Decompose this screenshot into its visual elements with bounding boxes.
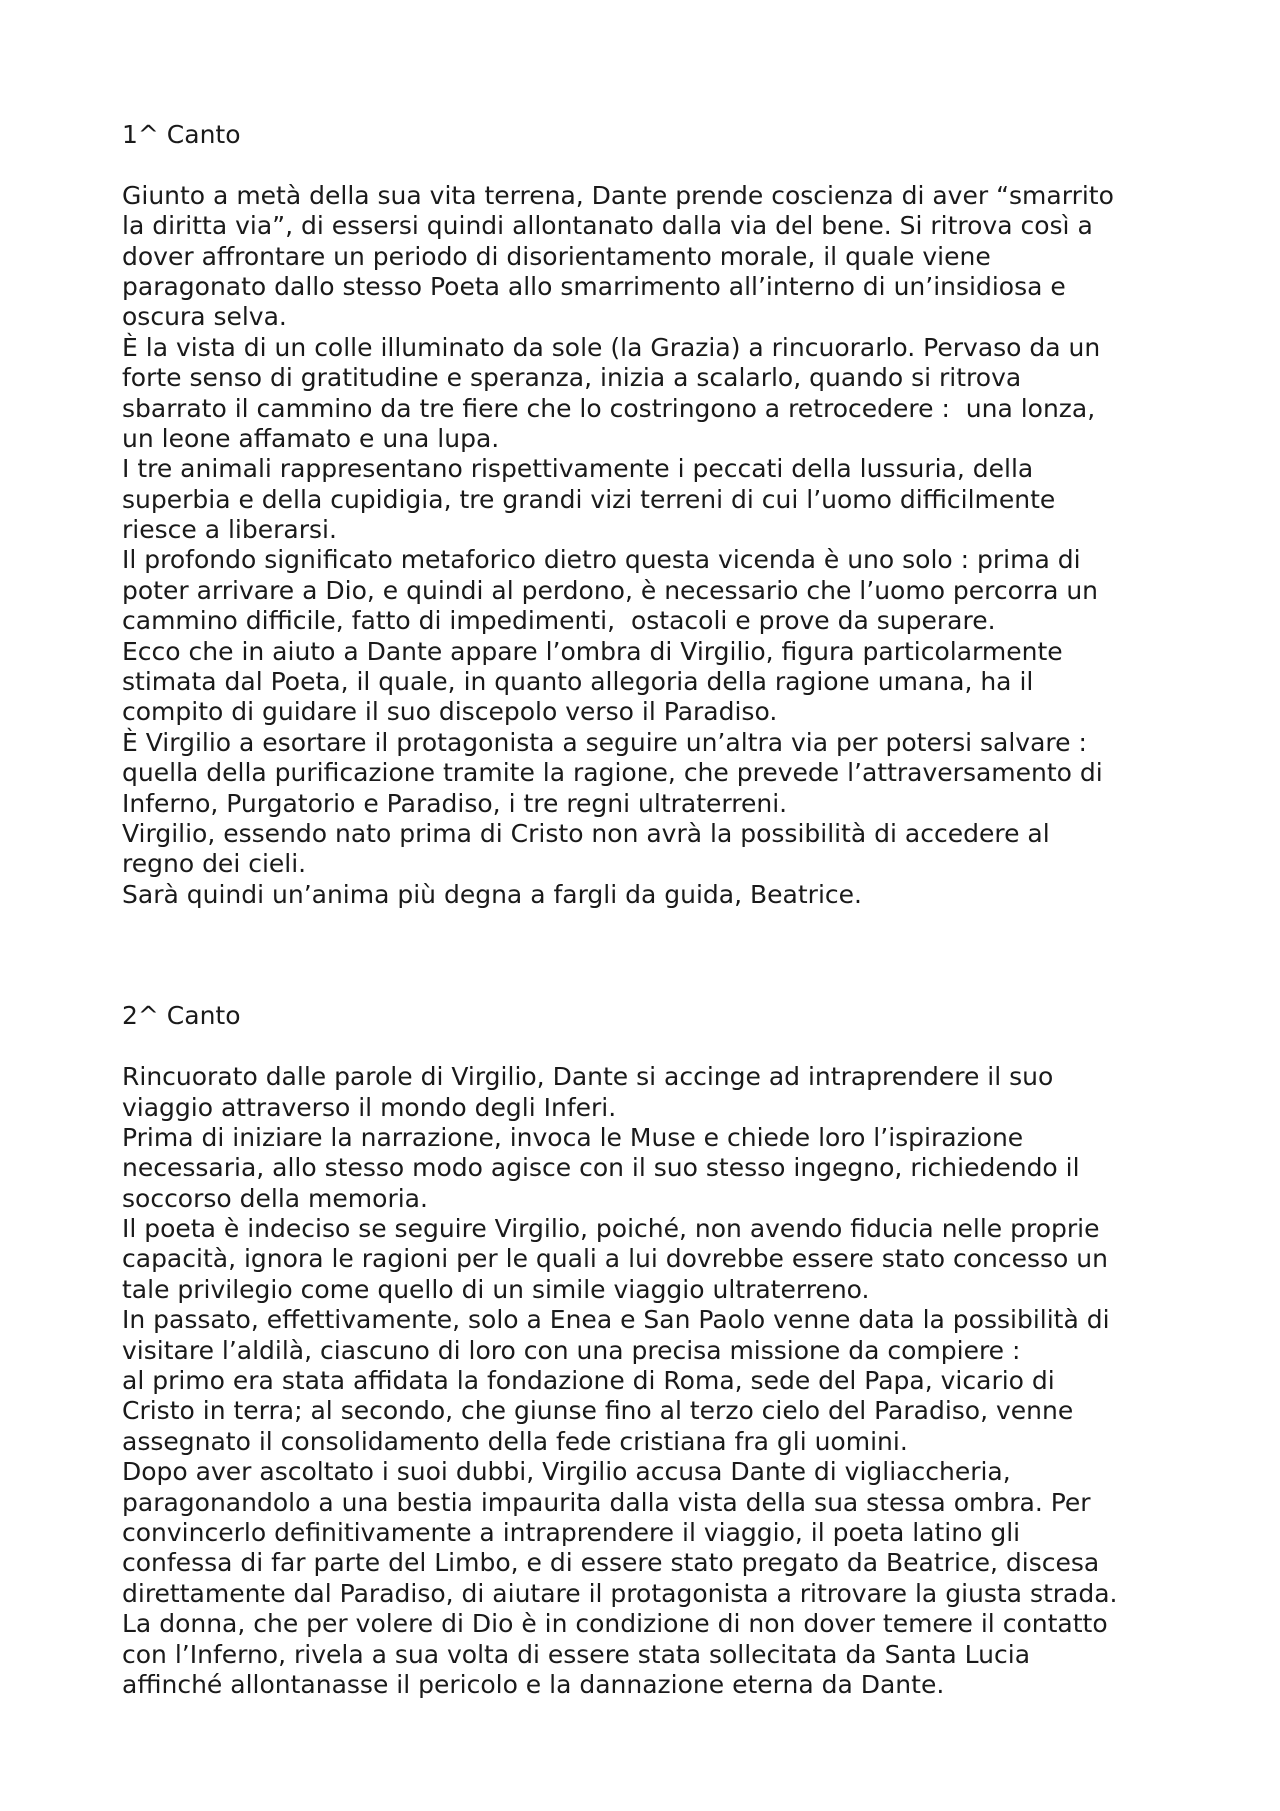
text-line: assegnato il consolidamento della fede cristiana fra gli uomini.	[122, 1426, 908, 1456]
text-line: La donna, che per volere di Dio è in condizione di non dover temere il contatto	[122, 1609, 1108, 1639]
text-line: quella della purificazione tramite la ragione, che prevede l’attraversamento di	[122, 758, 1103, 788]
paragraph	[122, 1123, 1172, 1214]
text-line: Il profondo significato metaforico dietro questa vicenda è uno solo : prima di	[122, 545, 1081, 575]
text-line: forte senso di gratitudine e speranza, inizia a scalarlo, quando si ritrova	[122, 363, 1022, 393]
text-line: oscura selva.	[122, 302, 287, 332]
text-line: confessa di far parte del Limbo, e di essere stato pregato da Beatrice, discesa	[122, 1548, 1100, 1578]
text-line: Dopo aver ascoltato i suoi dubbi, Virgilio accusa Dante di vigliaccheria,	[122, 1457, 1011, 1487]
text-line: convincerlo definitivamente a intraprendere il viaggio, il poeta latino gli	[122, 1517, 1021, 1547]
text-line: visitare l’aldilà, ciascuno di loro con una precisa missione da compiere :	[122, 1335, 1021, 1365]
section-title: 1^ Canto	[122, 120, 241, 149]
paragraph	[122, 819, 1172, 880]
paragraph	[122, 880, 1172, 910]
text-line: viaggio attraverso il mondo degli Inferi.	[122, 1092, 617, 1122]
text-line: paragonandolo a una bestia impaurita dalla vista della sua stessa ombra. Per	[122, 1487, 1091, 1517]
text-line: un leone affamato e una lupa.	[122, 423, 500, 453]
text-line: In passato, effettivamente, solo a Enea e San Paolo venne data la possibilità di	[122, 1305, 1110, 1335]
paragraph	[122, 1062, 1172, 1123]
paragraph	[122, 454, 1172, 545]
text-line: superbia e della cupidigia, tre grandi vizi terreni di cui l’uomo difficilmente	[122, 484, 1056, 514]
text-line: stimata dal Poeta, il quale, in quanto allegoria della ragione umana, ha il	[122, 667, 1034, 697]
text-line: necessaria, allo stesso modo agisce con il suo stesso ingegno, richiedendo il	[122, 1153, 1080, 1183]
text-line: È Virgilio a esortare il protagonista a seguire un’altra via per potersi salvare :	[122, 727, 1087, 757]
text-line: affinché allontanasse il pericolo e la dannazione eterna da Dante.	[122, 1669, 945, 1699]
text-line: Virgilio, essendo nato prima di Cristo non avrà la possibilità di accedere al	[122, 818, 1050, 848]
text-line: riesce a liberarsi.	[122, 515, 337, 545]
text-line: paragonato dallo stesso Poeta allo smarrimento all’interno di un’insidiosa e	[122, 271, 1066, 301]
text-line: I tre animali rappresentano rispettivamente i peccati della lussuria, della	[122, 454, 1034, 484]
title-spacer	[122, 1032, 1172, 1062]
text-line: compito di guidare il suo discepolo verso il Paradiso.	[122, 697, 778, 727]
text-line: la diritta via”, di essersi quindi allontanato dalla via del bene. Si ritrova così a	[122, 211, 1093, 241]
text-line: direttamente dal Paradiso, di aiutare il protagonista a ritrovare la giusta strada.	[122, 1578, 1118, 1608]
paragraph	[122, 1457, 1172, 1609]
title-spacer	[122, 150, 1172, 180]
paragraph	[122, 181, 1172, 333]
section-title: 2^ Canto	[122, 1001, 241, 1031]
text-line: Rincuorato dalle parole di Virgilio, Dante si accinge ad intraprendere il suo	[122, 1062, 1054, 1092]
text-line: poter arrivare a Dio, e quindi al perdono, è necessario che l’uomo percorra un	[122, 575, 1099, 605]
text-line: dover affrontare un periodo di disorientamento morale, il quale viene	[122, 241, 991, 271]
text-line: Sarà quindi un’anima più degna a fargli da guida, Beatrice.	[122, 879, 862, 909]
document-body	[122, 120, 1172, 1700]
paragraph	[122, 728, 1172, 819]
section-spacer	[122, 910, 1172, 1001]
text-line: È la vista di un colle illuminato da sole (la Grazia) a rincuorarlo. Pervaso da un	[122, 332, 1101, 362]
text-line: cammino difficile, fatto di impedimenti, ostacoli e prove da superare.	[122, 606, 996, 636]
text-line: tale privilegio come quello di un simile viaggio ultraterreno.	[122, 1274, 870, 1304]
text-line: capacità, ignora le ragioni per le quali a lui dovrebbe essere stato concesso un	[122, 1244, 1108, 1274]
paragraph	[122, 1305, 1172, 1366]
text-line: Cristo in terra; al secondo, che giunse fino al terzo cielo del Paradiso, venne	[122, 1396, 1074, 1426]
text-line: Giunto a metà della sua vita terrena, Dante prende coscienza di aver “smarrito	[122, 180, 1114, 210]
text-line: Ecco che in aiuto a Dante appare l’ombra di Virgilio, figura particolarmente	[122, 636, 1063, 666]
text-line: sbarrato il cammino da tre fiere che lo costringono a retrocedere : una lonza,	[122, 393, 1096, 423]
text-line: Prima di iniziare la narrazione, invoca le Muse e chiede loro l’ispirazione	[122, 1122, 1024, 1152]
paragraph	[122, 1609, 1172, 1700]
paragraph	[122, 1366, 1172, 1457]
paragraph	[122, 637, 1172, 728]
paragraph	[122, 333, 1172, 455]
text-line: Il poeta è indeciso se seguire Virgilio, poiché, non avendo fiducia nelle proprie	[122, 1214, 1100, 1244]
text-line: regno dei cieli.	[122, 849, 307, 879]
text-line: Inferno, Purgatorio e Paradiso, i tre regni ultraterreni.	[122, 788, 788, 818]
paragraph	[122, 545, 1172, 636]
paragraph	[122, 1214, 1172, 1305]
text-line: al primo era stata affidata la fondazione di Roma, sede del Papa, vicario di	[122, 1366, 1055, 1396]
text-line: con l’Inferno, rivela a sua volta di essere stata sollecitata da Santa Lucia	[122, 1639, 1031, 1669]
text-line: soccorso della memoria.	[122, 1183, 428, 1213]
